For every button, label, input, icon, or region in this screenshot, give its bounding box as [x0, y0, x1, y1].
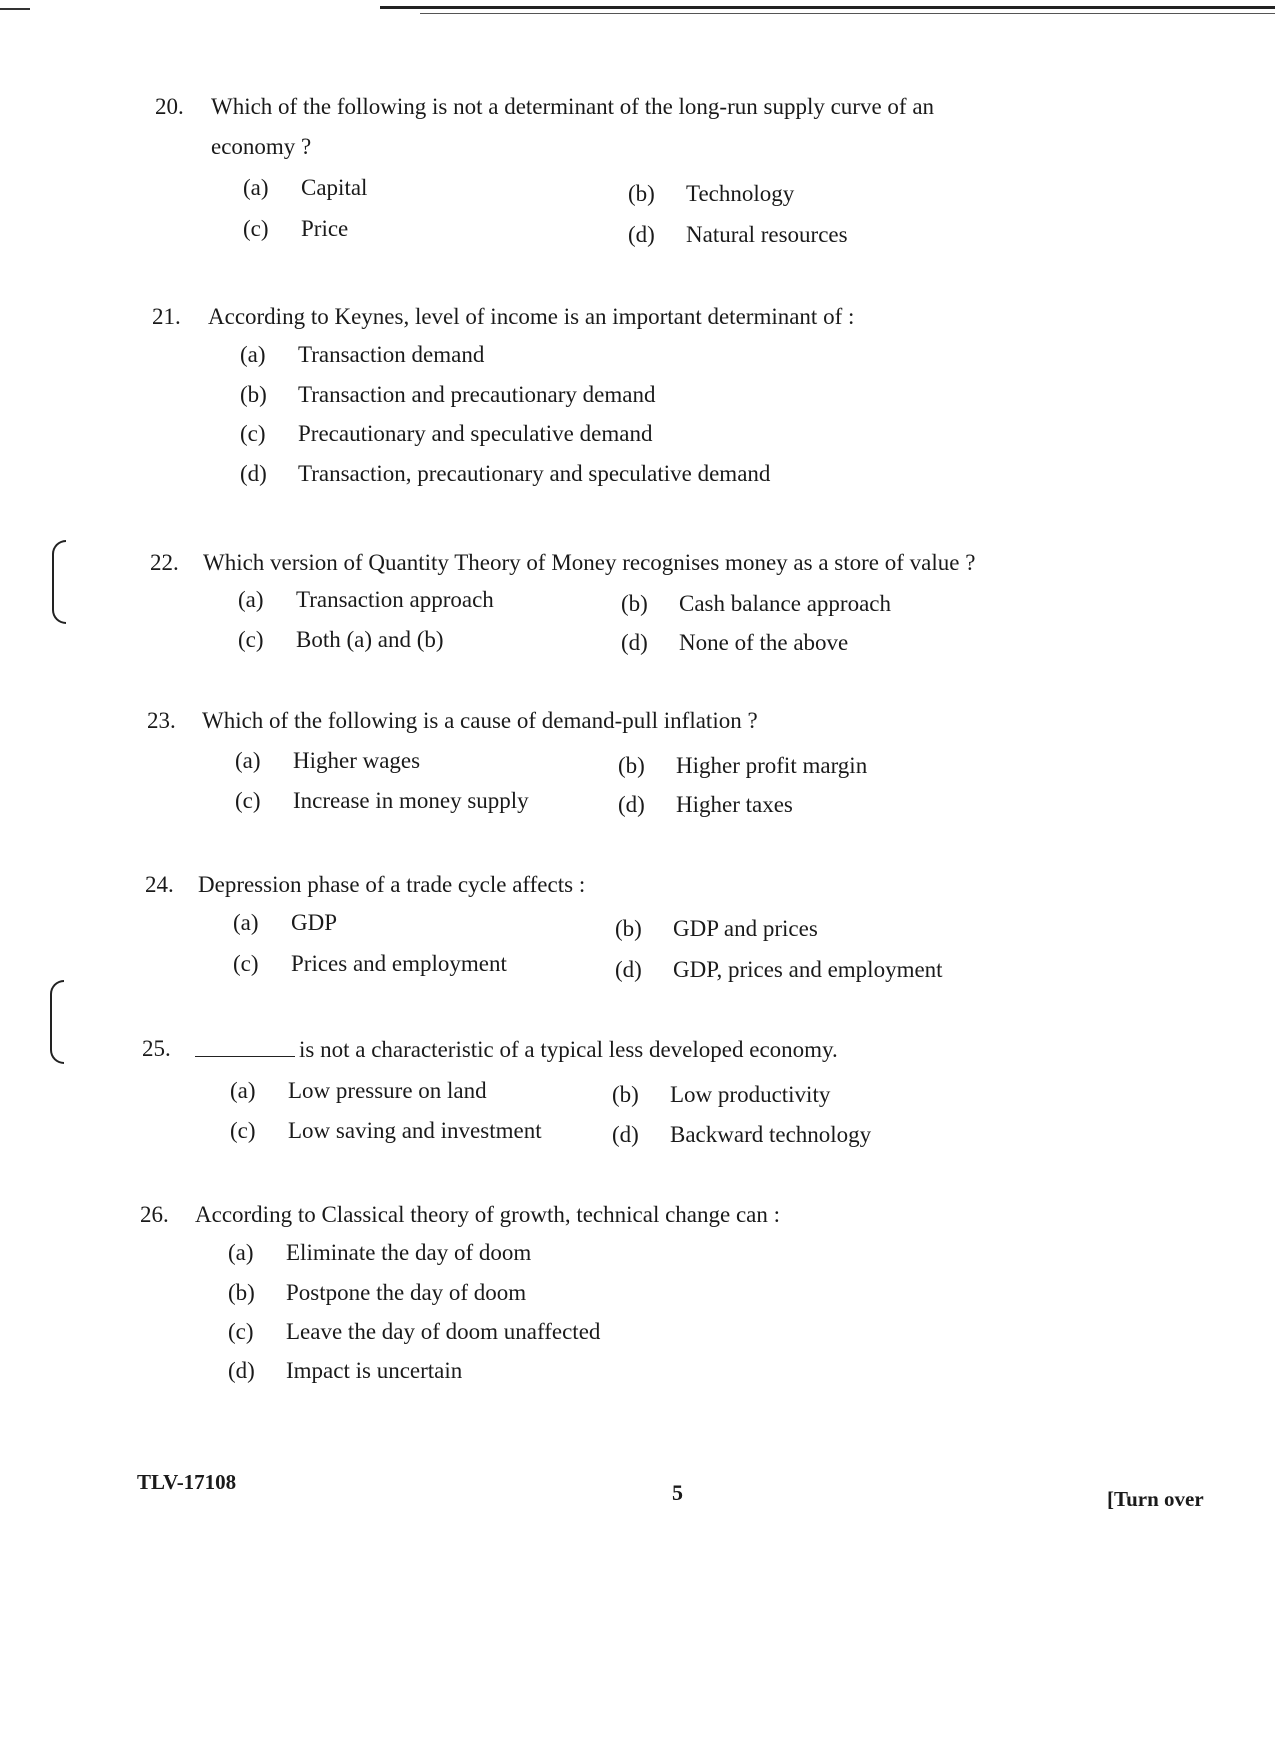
question-number: 21. [152, 304, 181, 329]
option-label: (b) [628, 181, 655, 206]
option-label: (c) [240, 421, 266, 446]
question-text: Which of the following is not a determinant of the long-run supply curve of an [211, 94, 935, 119]
option-text: Increase in money supply [293, 788, 529, 813]
option-label: (c) [230, 1118, 256, 1143]
option-d[interactable] [612, 1120, 871, 1150]
option-label: (d) [621, 630, 648, 655]
option-text: None of the above [679, 630, 849, 655]
option-label: (a) [238, 587, 264, 612]
option-label: (a) [233, 910, 259, 935]
option-label: (a) [230, 1078, 256, 1103]
option-c[interactable] [240, 419, 652, 449]
option-text: Higher profit margin [676, 753, 868, 778]
option-text: Impact is uncertain [286, 1358, 463, 1383]
option-text: Technology [686, 181, 795, 206]
top-rule-left [0, 8, 30, 10]
option-label: (c) [228, 1319, 254, 1344]
question-number: 24. [145, 872, 174, 897]
question-text: Depression phase of a trade cycle affects : [198, 872, 586, 897]
option-text: Higher wages [293, 748, 421, 773]
option-label: (c) [238, 627, 264, 652]
margin-bracket-mark [52, 540, 66, 624]
option-d[interactable] [618, 790, 793, 820]
option-b[interactable] [618, 751, 867, 781]
option-b[interactable] [240, 380, 655, 410]
question-text-line [195, 1034, 838, 1065]
question-number: 26. [140, 1202, 169, 1227]
question-text: Which of the following is a cause of demand-pull inflation ? [202, 708, 758, 733]
option-label: (d) [228, 1358, 255, 1383]
option-label: (d) [618, 792, 645, 817]
option-a[interactable] [230, 1076, 487, 1106]
option-d[interactable] [615, 955, 943, 985]
option-label: (d) [615, 957, 642, 982]
option-b[interactable] [612, 1080, 830, 1110]
fill-in-blank [195, 1034, 295, 1057]
option-label: (a) [240, 342, 266, 367]
option-label: (a) [235, 748, 261, 773]
question-number: 22. [150, 550, 179, 575]
option-text: Transaction approach [296, 587, 494, 612]
option-a[interactable] [233, 908, 337, 938]
option-text: GDP, prices and employment [673, 957, 943, 982]
turn-over-note: [Turn over [1107, 1487, 1204, 1511]
option-text: Low productivity [670, 1082, 831, 1107]
question-text-continued: economy ? [211, 134, 312, 159]
option-c[interactable] [243, 214, 348, 244]
question-text: is not a characteristic of a typical less developed economy. [299, 1037, 838, 1062]
option-c[interactable] [228, 1317, 600, 1347]
option-b[interactable] [628, 179, 794, 209]
option-text: Price [301, 216, 349, 241]
option-c[interactable] [235, 786, 529, 816]
exam-code: TLV-17108 [137, 1470, 237, 1494]
option-label: (b) [618, 753, 645, 778]
option-c[interactable] [233, 949, 507, 979]
question-number: 20. [155, 94, 184, 119]
option-a[interactable] [228, 1238, 531, 1268]
option-text: GDP [291, 910, 338, 935]
option-a[interactable] [240, 340, 484, 370]
option-text: Low pressure on land [288, 1078, 487, 1103]
option-text: Natural resources [686, 222, 848, 247]
question-text: According to Classical theory of growth, technical change can : [195, 1202, 781, 1227]
option-b[interactable] [621, 589, 891, 619]
option-text: Backward technology [670, 1122, 872, 1147]
option-text: Eliminate the day of doom [286, 1240, 532, 1265]
option-text: Capital [301, 175, 368, 200]
top-rule-right-thin [420, 13, 1275, 14]
option-text: Prices and employment [291, 951, 507, 976]
page-number: 5 [672, 1480, 683, 1505]
question-text: According to Keynes, level of income is an important determinant of : [208, 304, 855, 329]
option-label: (d) [240, 461, 267, 486]
question-text: Which version of Quantity Theory of Money recognises money as a store of value ? [203, 550, 976, 575]
option-label: (d) [628, 222, 655, 247]
option-label: (c) [233, 951, 259, 976]
option-text: Low saving and investment [288, 1118, 542, 1143]
option-text: Higher taxes [676, 792, 793, 817]
option-text: Postpone the day of doom [286, 1280, 527, 1305]
option-label: (b) [612, 1082, 639, 1107]
option-text: Transaction demand [298, 342, 485, 367]
option-label: (a) [228, 1240, 254, 1265]
option-b[interactable] [228, 1278, 526, 1308]
option-text: Both (a) and (b) [296, 627, 444, 652]
option-label: (d) [612, 1122, 639, 1147]
option-text: Transaction and precautionary demand [298, 382, 656, 407]
option-text: Leave the day of doom unaffected [286, 1319, 601, 1344]
question-number: 23. [147, 708, 176, 733]
option-a[interactable] [243, 173, 367, 203]
option-text: Transaction, precautionary and speculative demand [298, 461, 771, 486]
option-label: (c) [235, 788, 261, 813]
option-label: (b) [228, 1280, 255, 1305]
option-c[interactable] [238, 625, 444, 655]
option-label: (a) [243, 175, 269, 200]
top-rule-right [380, 6, 1275, 9]
option-text: Cash balance approach [679, 591, 892, 616]
option-d[interactable] [621, 628, 848, 658]
option-text: GDP and prices [673, 916, 818, 941]
option-d[interactable] [628, 220, 848, 250]
question-number: 25. [142, 1036, 171, 1061]
option-text: Precautionary and speculative demand [298, 421, 653, 446]
option-label: (b) [615, 916, 642, 941]
option-label: (b) [240, 382, 267, 407]
option-d[interactable] [240, 459, 770, 489]
option-c[interactable] [230, 1116, 542, 1146]
option-a[interactable] [238, 585, 494, 615]
option-label: (b) [621, 591, 648, 616]
option-label: (c) [243, 216, 269, 241]
margin-bracket-mark [50, 980, 64, 1064]
option-b[interactable] [615, 914, 818, 944]
option-d[interactable] [228, 1356, 462, 1386]
option-a[interactable] [235, 746, 420, 776]
